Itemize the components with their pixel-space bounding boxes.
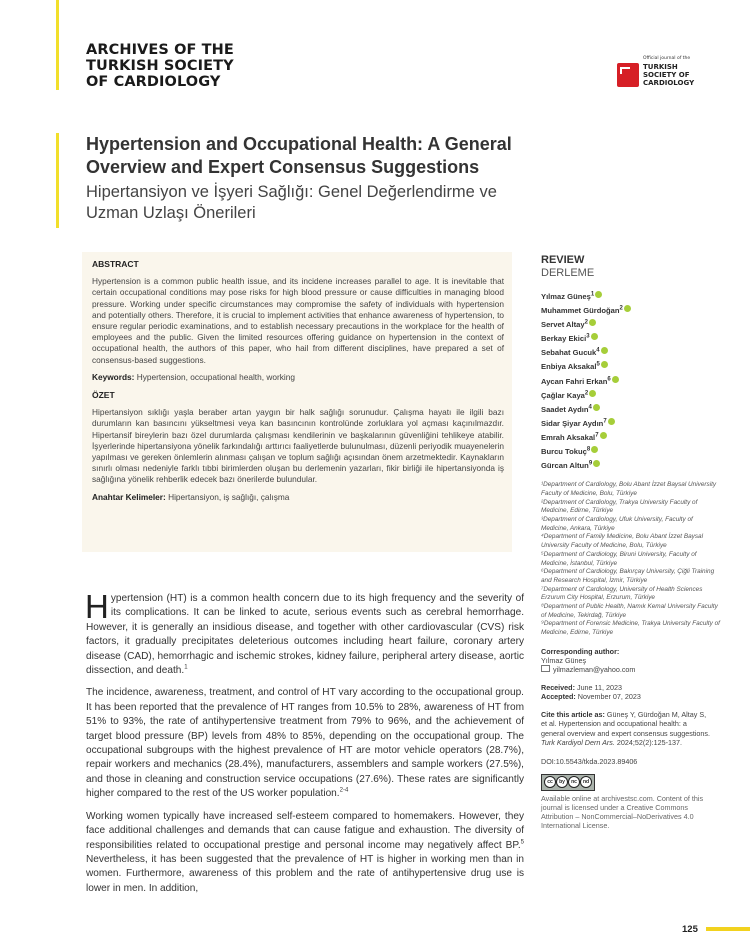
accent-strip-title [56, 133, 59, 228]
author-name: Emrah Aksakal [541, 432, 596, 442]
abstract-text: Hypertension is a common public health issue, and its incidene increases parallel to age. It is inevitable that certain occupational conditions may pose risks for high blood pressure or cause difficulties in managing blood pressure. Working under specific circumstances may compromise the safety of individuals with hypertension and potentially others. Therefore, it is crucial to implement activities that enhance awareness of hypertension, to ensure regular periodic examinations, and to establish necessary precautions in the workplace for the health of employees and the public. Given the limited resources offering guidance on hypertension in the context of occupational health, the authors of this paper, who hail from different disciplines, have prepared a set of consensus-based suggestions. [92, 276, 504, 365]
logo-line: TURKISH [643, 63, 678, 71]
logo-tagline: Official journal of the [643, 56, 691, 61]
citation-ref[interactable]: 2-4 [339, 787, 349, 794]
author-affiliation-ref: 6 [607, 376, 611, 383]
license-text: Available online at archivestsc.com. Content of this journal is licensed under a Creative Commons Attribution – NonCommercial–NoDerivatives 4.0 International License. [541, 793, 704, 831]
journal-title-line: TURKISH SOCIETY [86, 58, 234, 74]
logo-line: SOCIETY OF [643, 71, 690, 79]
author-affiliation-ref: 7 [595, 432, 599, 439]
keywords [92, 372, 504, 383]
corresponding-email-row [541, 665, 721, 674]
received-label: Received: [541, 682, 575, 692]
author-item [541, 290, 721, 304]
orcid-icon[interactable] [601, 361, 608, 368]
author-affiliation-ref: 8 [586, 446, 591, 453]
keywords-value: Hypertension, occupational health, working [136, 371, 295, 382]
received-date: June 11, 2023 [576, 682, 622, 692]
author-item [541, 332, 721, 346]
orcid-icon[interactable] [589, 390, 596, 397]
author-name: Sebahat Gucuk [541, 348, 597, 358]
article-type-turkish: DERLEME [541, 267, 595, 279]
cite-volume: 2024;52(2):125-137. [616, 738, 683, 748]
body-paragraph-text: Nevertheless, it has been suggested that the prevalence of HT is higher in working men than in women. Furthermore, awareness of this problem and the rate of antihypertensive drug use is lower in men. In addition, [86, 853, 524, 894]
orcid-icon[interactable] [608, 418, 615, 425]
corresponding-label: Corresponding author: [541, 646, 620, 656]
journal-title [86, 42, 234, 90]
body-paragraph-text: The incidence, awareness, treatment, and control of HT vary according to the occupational group. It has been reported that the prevalence of HT ranges from 10.5% to 28%, awareness of HT from 51% to 93%, the rate of antihypertensive treatment from 79% to 96%, and the achievement of target blood pressure (BP) levels from 48% to 85%, depending on the occupational group. The occupational subgroups with the highest prevalence of HT are motor vehicle operators (28.7%), repair workers and mechanics (28.4%), manufacturers, assemblers and sample workers (27.5%), and those in cleaning and construction service occupations (27.6%). These rates are significantly higher compared to the rest of the US worker population. [86, 687, 524, 800]
orcid-icon[interactable] [600, 432, 607, 439]
author-affiliation-ref: 7 [603, 418, 607, 425]
body-paragraph-text: ypertension (HT) is a common health concern due to its high frequency and the severity of its complications. It can be linked to acute, serious events such as cerebral hemorrhage. However, it is generally an insidious disease, and together with other cardiovascular (CVS) risk factors, it gradually precipitates deleterious outcomes including heart failure, coronary artery disease (CAD), hemorrhagic and ischemic strokes, kidney failure, peripheral artery disease, aortic dissection, and death. [86, 593, 524, 677]
body-paragraph [86, 810, 524, 896]
affiliation-item: ²Department of Cardiology, Trakya University Faculty of Medicine, Edirne, Türkiye [541, 498, 698, 515]
author-item [541, 360, 721, 374]
article-title-tr-line: Uzman Uzlaşı Önerileri [86, 204, 256, 222]
author-item [541, 318, 721, 332]
anahtar-kelimeler [92, 492, 504, 503]
cite-text: Güneş Y, Gürdoğan M, Altay S, et al. Hypertension and occupational health: a general overview and expert consensus suggestions. [541, 709, 711, 738]
heart-logo-icon [617, 63, 639, 87]
affiliation-item: ⁶Department of Cardiology, Bakırçay University, Çiğli Training and Research Hospital, İzmir, Türkiye [541, 568, 715, 584]
affiliation-item: ⁹Department of Forensic Medicine, Trakya University Faculty of Medicine, Edirne, Türkiye [541, 620, 720, 637]
cc-icon: cc [544, 776, 556, 788]
author-item [541, 417, 721, 431]
orcid-icon[interactable] [593, 404, 600, 411]
affiliation-item: ⁷Department of Cardiology, University of Health Sciences Erzurum City Hospital, Erzurum, Türkiye [541, 585, 703, 602]
affiliation-item: ³Department of Cardiology, Ufuk University, Faculty of Medicine, Ankara, Türkiye [541, 516, 693, 532]
accepted-row [541, 692, 721, 701]
citation [541, 710, 711, 748]
cc-nc-icon: nc [568, 776, 580, 788]
orcid-icon[interactable] [591, 333, 598, 340]
article-sidebar [541, 254, 721, 831]
orcid-icon[interactable] [593, 460, 600, 467]
body-paragraph [85, 588, 524, 678]
cite-journal: Turk Kardiyol Dern Ars. [541, 738, 615, 748]
author-item [541, 445, 721, 459]
keywords-label: Keywords: [92, 371, 135, 382]
accent-strip-top [56, 0, 59, 90]
author-list [541, 290, 721, 473]
citation-ref[interactable]: 5 [520, 839, 524, 846]
creative-commons-badge[interactable] [541, 774, 595, 791]
journal-title-line: OF CARDIOLOGY [86, 74, 221, 90]
abstract-box [82, 252, 512, 552]
page-number: 125 [682, 924, 698, 935]
corresponding-name: Yılmaz Güneş [541, 655, 587, 665]
corresponding-author [541, 647, 721, 674]
author-item [541, 459, 721, 473]
accepted-label: Accepted: [541, 691, 576, 701]
author-name: Servet Altay [541, 320, 585, 330]
author-name: Saadet Aydın [541, 404, 589, 414]
author-name: Enbiya Aksakal [541, 362, 597, 372]
cc-nd-icon: nd [580, 776, 592, 788]
author-name: Burcu Tokuç [541, 447, 587, 457]
doi[interactable]: DOI:10.5543/tkda.2023.89406 [541, 756, 638, 766]
author-affiliation-ref: 4 [596, 347, 600, 354]
affiliation-item: ⁴Department of Family Medicine, Bolu Abant İzzet Baysal University Faculty of Medicine, Bolu, Türkiye [541, 533, 704, 550]
author-affiliation-ref: 2 [584, 390, 589, 397]
affiliation-item: ⁸Department of Public Health, Namık Kemal University Faculty of Medicine, Tekirdağ, Türkiye [541, 603, 718, 619]
orcid-icon[interactable] [589, 319, 596, 326]
body-paragraph-text: Working women typically have increased self-esteem compared to homemakers. However, they face additional challenges and demands that can cause fatigue and exhaustion. The diversity of responsibilities related to occupational prestige and personal income may negatively affect BP. [86, 810, 524, 851]
author-affiliation-ref: 2 [584, 319, 588, 326]
society-logo [617, 56, 727, 96]
author-name: Aycan Fahri Erkan [541, 376, 608, 386]
article-type: REVIEW [541, 254, 585, 266]
author-affiliation-ref: 5 [596, 361, 600, 368]
anahtar-value: Hipertansiyon, iş sağlığı, çalışma [168, 491, 290, 502]
envelope-icon [541, 665, 550, 672]
author-item [541, 346, 721, 360]
author-name: Berkay Ekici [541, 334, 587, 344]
author-item [541, 375, 721, 389]
corresponding-email[interactable]: yilmazleman@yahoo.com [553, 664, 636, 674]
article-title-line: Overview and Expert Consensus Suggestions [86, 157, 480, 177]
article-title-line: Hypertension and Occupational Health: A General [86, 134, 512, 154]
article-title-turkish [86, 182, 526, 224]
logo-text [643, 63, 694, 87]
author-affiliation-ref: 9 [588, 460, 593, 467]
drop-cap: H [85, 588, 109, 625]
author-name: Sidar Şiyar Aydın [541, 418, 604, 428]
ozet-heading: ÖZET [92, 390, 115, 401]
orcid-icon[interactable] [612, 376, 619, 383]
journal-title-line: ARCHIVES OF THE [86, 42, 234, 58]
orcid-icon[interactable] [624, 305, 631, 312]
author-affiliation-ref: 4 [588, 404, 592, 411]
citation-ref[interactable]: 1 [184, 664, 188, 671]
page-bar [706, 927, 750, 931]
author-item [541, 403, 721, 417]
article-body [85, 588, 524, 904]
abstract-heading: ABSTRACT [92, 259, 139, 269]
article-title-tr-line: Hipertansiyon ve İşyeri Sağlığı: Genel Değerlendirme ve [86, 183, 497, 201]
affiliation-item: ¹Department of Cardiology, Bolu Abant İzzet Baysal University Faculty of Medicine, Bolu, Türkiye [541, 481, 717, 497]
author-affiliation-ref: 3 [586, 333, 590, 340]
author-item [541, 431, 721, 445]
author-affiliation-ref: 2 [619, 305, 623, 312]
affiliation-item: ⁵Department of Cardiology, Biruni University, Faculty of Medicine, İstanbul, Türkiye [541, 550, 697, 567]
cite-label: Cite this article as: [541, 709, 605, 719]
author-name: Muhammet Gürdoğan [541, 306, 620, 316]
author-name: Çağlar Kaya [541, 390, 585, 400]
accepted-date: November 07, 2023 [577, 691, 641, 701]
article-title [86, 133, 526, 179]
ozet-text: Hipertansiyon sıklığı yaşla beraber artan yaygın bir halk sağlığı sorunudur. Çalışma hayatı ile ilgili bazı durumların kan basıncını yükseltmesi veya kan basıncının kontrolünde zorluklara yol açması kaçınılmazdır. Hipertansif bireylerin bazı özel durumlarda çalışması kendilerinin ve başkalarının güvenliğini tehlikeye atabilir. İşyerlerinde hipertansiyona yönelik farkındalığı arttırıcı faaliyetlerde bulunulması, düzenli periyodik muayenelerin yapılması ve gereken önlemlerin alınması çalışan ve toplum sağlığı açısından önem arzetmektedir. Kaynakların sınırlı olması nedeniyle farklı tıbbi birimlerden oluşan bu derlemenin yazarları, fikir birliği ile hipertansiyonda iş sağlığına yönelik rehberlik edecek bazı önerilerde bulundular. [92, 407, 504, 485]
logo-line: CARDIOLOGY [643, 79, 695, 87]
orcid-icon[interactable] [591, 446, 598, 453]
article-dates [541, 683, 721, 701]
received-row [541, 683, 721, 692]
author-name: Yılmaz Güneş [541, 292, 591, 301]
anahtar-label: Anahtar Kelimeler: [92, 491, 166, 502]
author-affiliation-ref: 1 [590, 291, 595, 298]
cc-by-icon: by [556, 776, 568, 788]
author-item [541, 389, 721, 403]
orcid-icon[interactable] [595, 291, 602, 298]
author-name: Gürcan Altun [541, 461, 589, 471]
author-item [541, 304, 721, 318]
body-paragraph [86, 686, 524, 801]
affiliation-list [541, 481, 721, 638]
orcid-icon[interactable] [601, 347, 608, 354]
